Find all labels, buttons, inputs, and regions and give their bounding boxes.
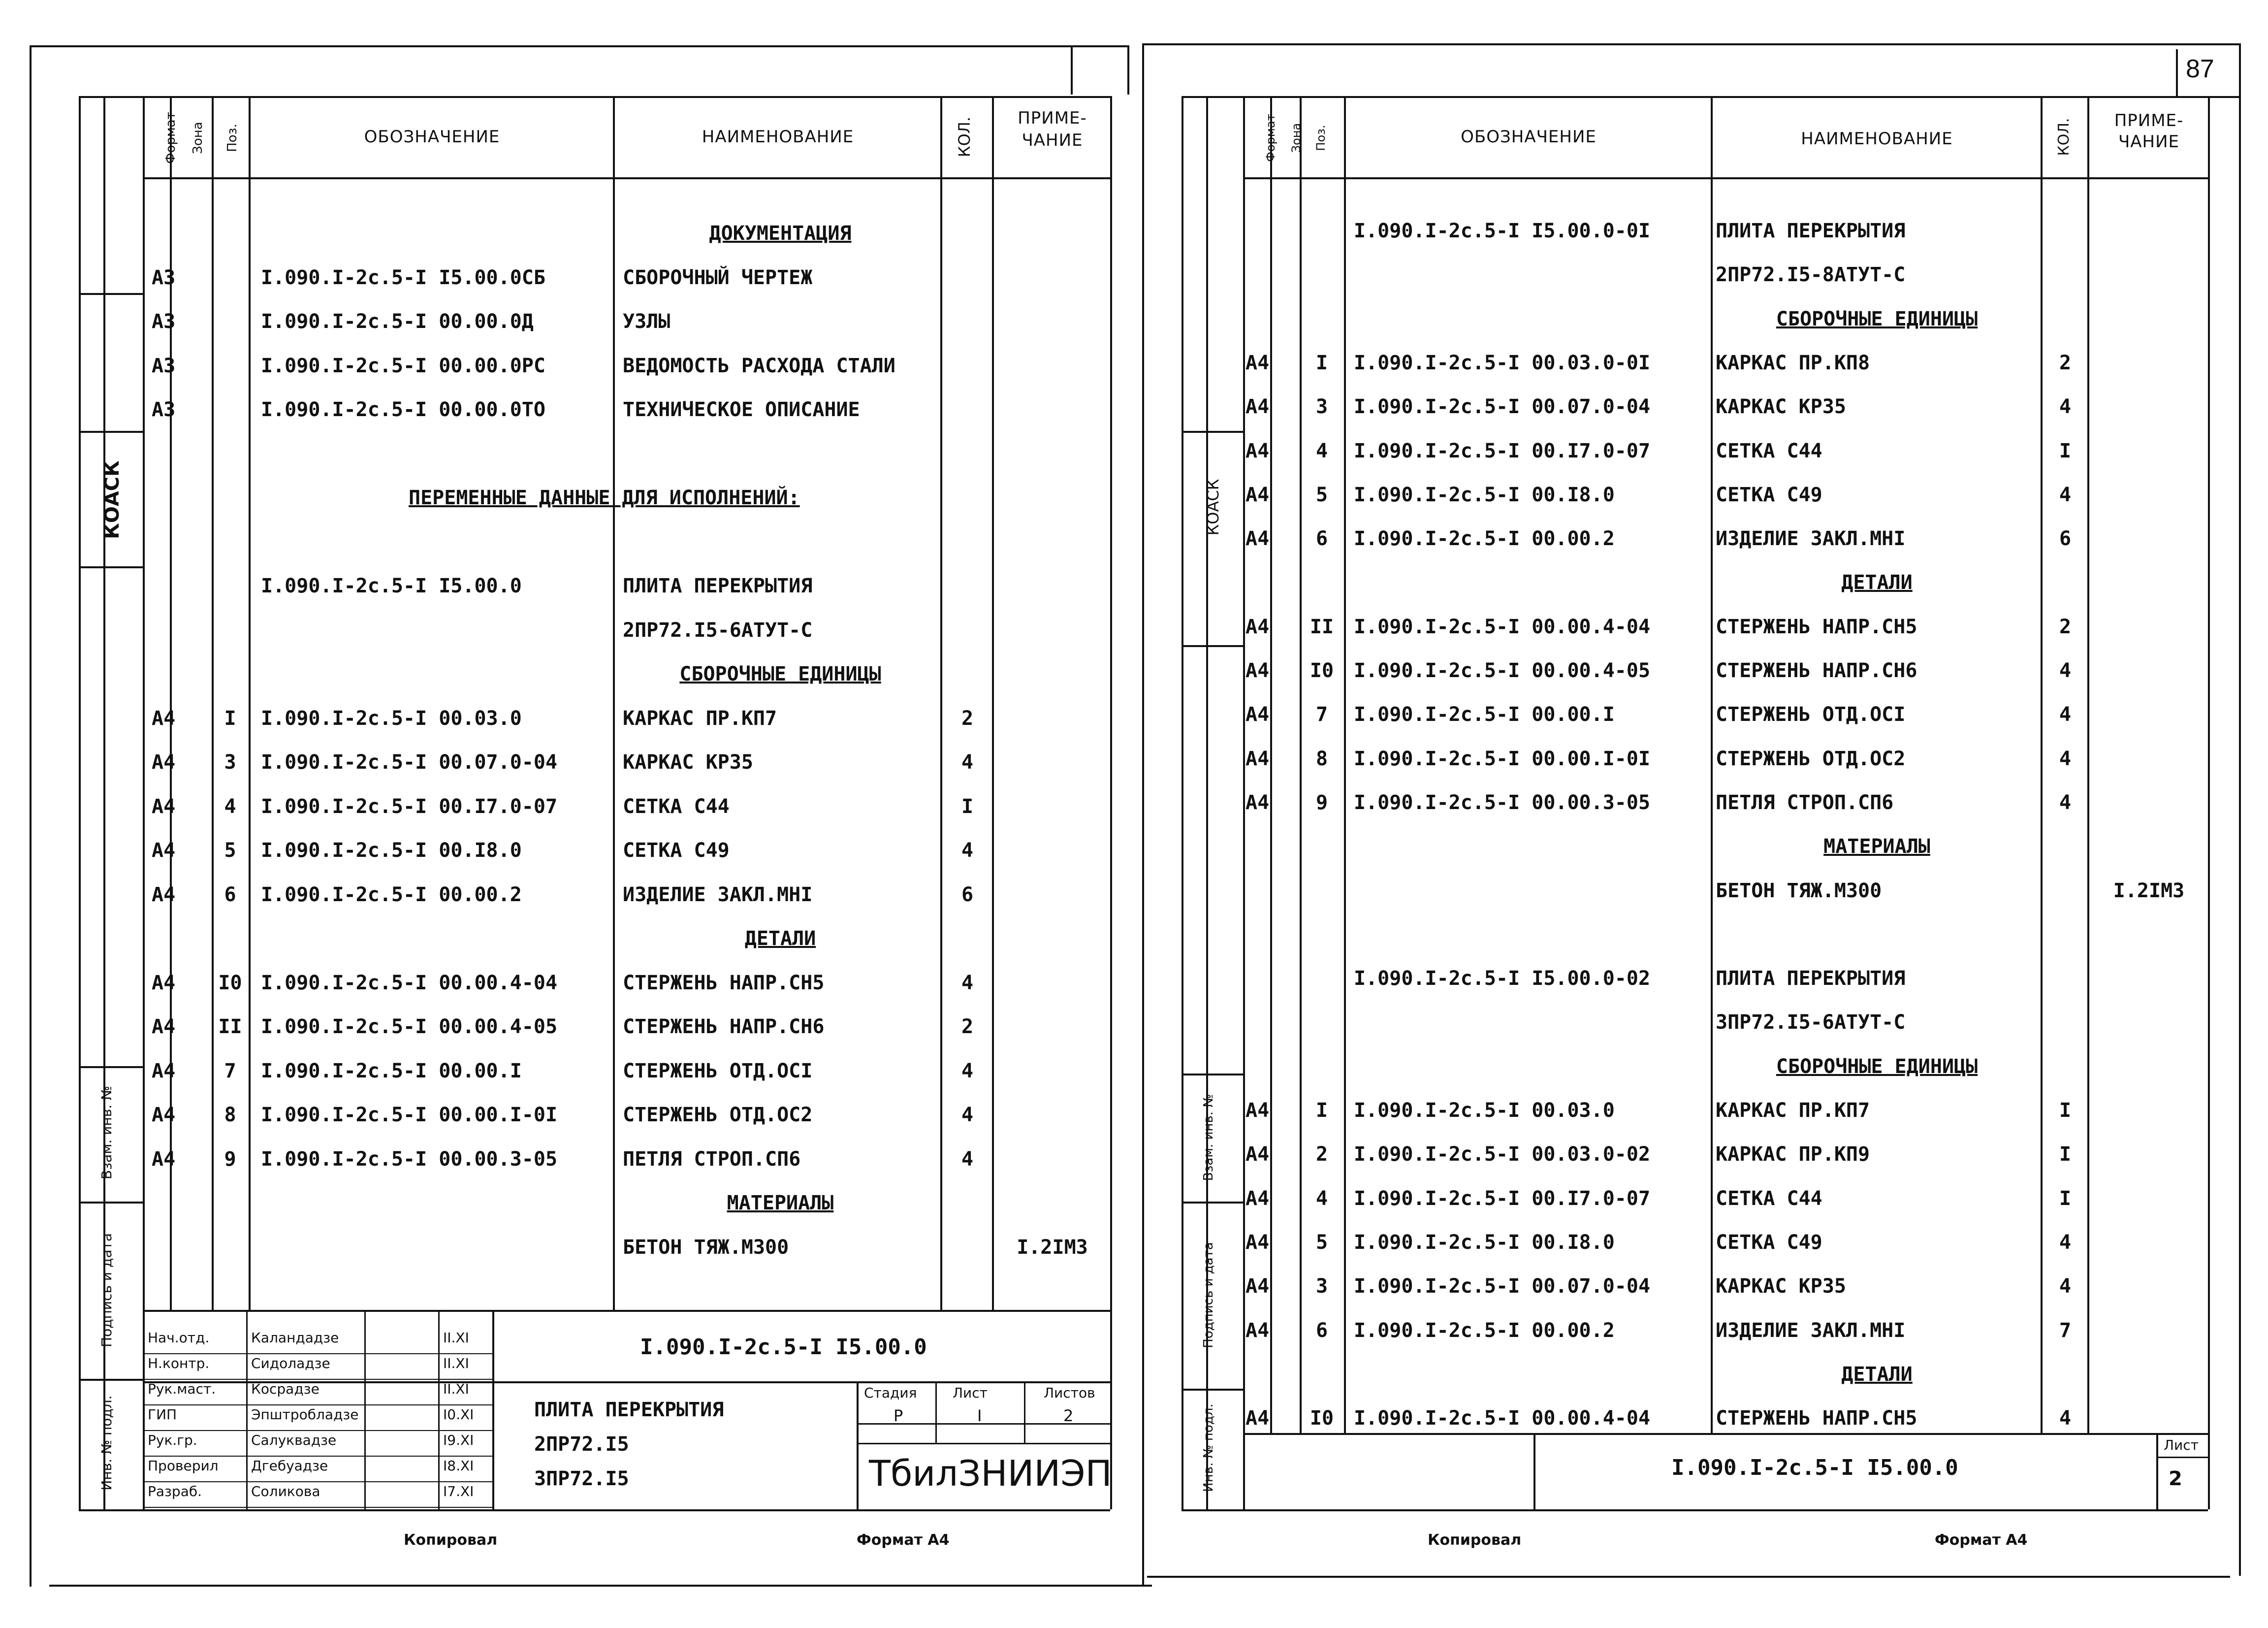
role-label: Н.контр. xyxy=(148,1355,210,1371)
spec-row xyxy=(0,209,2268,253)
cell-quantity: 4 xyxy=(2059,747,2072,770)
cell-note: I.2IМ3 xyxy=(1017,1236,1088,1259)
cell-designation: I.090.I-2c.5-I 00.00.4-05 xyxy=(261,1015,558,1038)
cell-quantity: 4 xyxy=(2059,659,2072,682)
cell-position: I0 xyxy=(1310,1407,1334,1430)
cell-position: 4 xyxy=(224,795,236,818)
cell-designation: I.090.I-2c.5-I 00.I8.0 xyxy=(261,839,522,862)
cell-name: 3ПР72.I5-6АТУТ-С xyxy=(1716,1011,1906,1034)
cell-name: БЕТОН ТЯЖ.М300 xyxy=(623,1236,789,1259)
spec-row xyxy=(0,561,2268,604)
spec-row xyxy=(0,693,2268,736)
cell-name: СЕТКА С49 xyxy=(623,839,730,862)
cell-designation: I.090.I-2c.5-I 00.I7.0-07 xyxy=(1354,1187,1651,1210)
cell-format: А4 xyxy=(152,751,176,774)
left-sheet-header: Лист xyxy=(953,1385,988,1401)
cell-name: СБОРОЧНЫЕ ЕДИНИЦЫ xyxy=(1776,307,1978,330)
cell-format: А4 xyxy=(1246,747,1270,770)
cell-name: ИЗДЕЛИЕ ЗАКЛ.МНI xyxy=(1716,527,1906,551)
cell-name: СТЕРЖЕНЬ НАПР.СН5 xyxy=(623,971,825,994)
cell-designation: I.090.I-2c.5-I 00.00.0РС xyxy=(261,354,545,377)
cell-name: КАРКАС ПР.КП7 xyxy=(1716,1099,1870,1122)
right-side-label-podpis: Подпись и дата xyxy=(1201,1242,1216,1348)
spec-row xyxy=(0,429,2268,473)
cell-format: А4 xyxy=(1246,615,1270,638)
cell-quantity: I xyxy=(2059,1099,2072,1122)
cell-designation: I.090.I-2c.5-I 00.07.0-04 xyxy=(1354,395,1651,419)
spec-row xyxy=(0,605,2268,649)
cell-position: 5 xyxy=(224,839,236,862)
cell-designation: I.090.I-2c.5-I 00.00.4-04 xyxy=(1354,1407,1651,1430)
cell-position: 9 xyxy=(224,1147,236,1171)
header-format: Формат xyxy=(163,112,178,164)
spec-row xyxy=(0,1221,2268,1264)
cell-name: СТЕРЖЕНЬ ОТД.ОСI xyxy=(623,1059,813,1082)
left-footer-copied: Копировал xyxy=(404,1531,498,1549)
cell-quantity: 4 xyxy=(961,1147,974,1171)
cell-format: А4 xyxy=(152,839,176,862)
cell-designation: I.090.I-2c.5-I 00.I7.0-07 xyxy=(1354,439,1651,462)
side-label-vzam: Взам. инв. № xyxy=(98,1085,115,1180)
role-person: Косрадзе xyxy=(251,1381,319,1397)
cell-designation: I.090.I-2c.5-I 00.00.3-05 xyxy=(261,1147,558,1171)
cell-position: 5 xyxy=(1315,1231,1328,1254)
cell-position: 6 xyxy=(1315,527,1328,551)
right-side-label-inv: Инв. № подл. xyxy=(1201,1403,1216,1492)
spec-row xyxy=(0,297,2268,341)
left-sheet-value: I xyxy=(977,1406,982,1425)
cell-name: КАРКАС ПР.КП7 xyxy=(623,707,777,730)
cell-format: А4 xyxy=(152,795,176,818)
right-doc-code: I.090.I-2c.5-I I5.00.0 xyxy=(1671,1455,1958,1480)
role-label: ГИП xyxy=(148,1406,177,1423)
cell-position: 4 xyxy=(1315,1187,1328,1210)
cell-format: А4 xyxy=(1246,439,1270,462)
cell-position: I xyxy=(224,707,236,730)
role-date: I7.XI xyxy=(443,1483,474,1499)
cell-position: 6 xyxy=(224,883,236,906)
spec-row xyxy=(0,825,2268,868)
cell-position: 9 xyxy=(1315,791,1328,814)
role-person: Салуквадзе xyxy=(251,1432,337,1448)
cell-format: А4 xyxy=(1246,1099,1270,1122)
cell-format: А4 xyxy=(1246,1319,1270,1342)
cell-format: А4 xyxy=(1246,1407,1270,1430)
cell-position: 8 xyxy=(1315,747,1328,770)
role-label: Рук.гр. xyxy=(148,1432,197,1448)
cell-format: А4 xyxy=(152,707,176,730)
cell-designation: I.090.I-2c.5-I 00.00.2 xyxy=(1354,1319,1615,1342)
cell-name: КАРКАС ПР.КП9 xyxy=(1716,1143,1870,1166)
cell-name: СТЕРЖЕНЬ ОТД.ОСI xyxy=(1716,703,1906,726)
cell-name: СБОРОЧНЫЙ ЧЕРТЕЖ xyxy=(623,266,813,289)
cell-name: СТЕРЖЕНЬ НАПР.СН6 xyxy=(1716,659,1917,682)
right-header-designation: ОБОЗНАЧЕНИЕ xyxy=(1461,127,1597,147)
cell-name: ИЗДЕЛИЕ ЗАКЛ.МНI xyxy=(623,883,813,906)
cell-name: ПЕРЕМЕННЫЕ ДАННЫЕ ДЛЯ ИСПОЛНЕНИЙ: xyxy=(409,487,800,509)
cell-name: СЕТКА С44 xyxy=(1716,1187,1822,1210)
cell-designation: I.090.I-2c.5-I 00.03.0-02 xyxy=(1354,1143,1651,1166)
cell-format: А4 xyxy=(1246,1143,1270,1166)
spec-row xyxy=(0,1133,2268,1176)
cell-designation: I.090.I-2c.5-I 00.I8.0 xyxy=(1354,1231,1615,1254)
cell-designation: I.090.I-2c.5-I 00.00.4-04 xyxy=(1354,615,1651,638)
cell-quantity: 4 xyxy=(2059,483,2072,506)
cell-quantity: 4 xyxy=(2059,703,2072,726)
right-sheet-header: Лист xyxy=(2164,1437,2199,1453)
cell-quantity: 2 xyxy=(2059,615,2072,638)
cell-name: ТЕХНИЧЕСКОЕ ОПИСАНИЕ xyxy=(623,398,860,421)
cell-position: 2 xyxy=(1315,1143,1328,1166)
right-side-label-vzam: Взам. инв. № xyxy=(1201,1094,1216,1181)
right-header-qty: КОЛ. xyxy=(2055,118,2073,156)
right-header-format: Формат xyxy=(1264,114,1278,162)
cell-name: ДЕТАЛИ xyxy=(744,927,816,950)
cell-designation: I.090.I-2c.5-I 00.00.4-04 xyxy=(261,971,558,994)
role-label: Разраб. xyxy=(148,1483,202,1499)
cell-designation: I.090.I-2c.5-I 00.00.3-05 xyxy=(1354,791,1651,814)
left-sheets-header: Листов xyxy=(1044,1385,1095,1401)
header-designation: ОБОЗНАЧЕНИЕ xyxy=(364,127,500,147)
cell-name: СТЕРЖЕНЬ НАПР.СН5 xyxy=(1716,1407,1917,1430)
cell-name: ПЛИТА ПЕРЕКРЫТИЯ xyxy=(1716,220,1906,242)
cell-quantity: 6 xyxy=(961,883,974,906)
cell-quantity: 2 xyxy=(961,707,974,730)
cell-format: А4 xyxy=(1246,527,1270,551)
cell-quantity: I xyxy=(961,795,974,818)
cell-position: 3 xyxy=(1315,395,1328,419)
cell-name: ПЛИТА ПЕРЕКРЫТИЯ xyxy=(1716,967,1906,990)
left-title-line3: 3ПР72.I5 xyxy=(534,1467,629,1490)
cell-designation: I.090.I-2c.5-I 00.I7.0-07 xyxy=(261,795,558,818)
cell-quantity: 4 xyxy=(2059,1275,2072,1298)
cell-position: I xyxy=(1315,351,1328,374)
header-note-1: ПРИМЕ- xyxy=(1018,108,1087,128)
cell-name: СТЕРЖЕНЬ ОТД.ОС2 xyxy=(1716,747,1906,770)
role-date: I9.XI xyxy=(443,1432,474,1448)
cell-designation: I.090.I-2c.5-I 00.00.2 xyxy=(1354,527,1615,551)
right-footer-format: Формат А4 xyxy=(1935,1531,2028,1549)
cell-name: УЗЛЫ xyxy=(623,310,671,333)
spec-row xyxy=(0,1001,2268,1044)
cell-name: ИЗДЕЛИЕ ЗАКЛ.МНI xyxy=(1716,1319,1906,1342)
spec-row xyxy=(0,341,2268,385)
cell-quantity: 4 xyxy=(961,971,974,994)
spec-row xyxy=(0,1309,2268,1352)
cell-designation: I.090.I-2c.5-I 00.00.I-0I xyxy=(1354,747,1651,770)
cell-designation: I.090.I-2c.5-I 00.07.0-04 xyxy=(1354,1275,1651,1298)
cell-position: 6 xyxy=(1315,1319,1328,1342)
cell-name: 2ПР72.I5-6АТУТ-С xyxy=(623,619,813,642)
role-person: Соликова xyxy=(251,1483,320,1499)
cell-format: А4 xyxy=(1246,659,1270,682)
cell-quantity: 4 xyxy=(2059,395,2072,419)
header-name: НАИМЕНОВАНИЕ xyxy=(702,127,854,147)
left-stage-value: Р xyxy=(894,1406,903,1425)
cell-designation: I.090.I-2c.5-I I5.00.0-02 xyxy=(1354,967,1651,990)
cell-quantity: 4 xyxy=(2059,791,2072,814)
cell-name: МАТЕРИАЛЫ xyxy=(727,1192,834,1214)
cell-name: СБОРОЧНЫЕ ЕДИНИЦЫ xyxy=(679,663,881,685)
role-person: Каландадзе xyxy=(251,1330,339,1346)
right-footer-copied: Копировал xyxy=(1428,1531,1522,1549)
cell-quantity: 7 xyxy=(2059,1319,2072,1342)
left-title-line2: 2ПР72.I5 xyxy=(534,1433,629,1456)
cell-name: ПЕТЛЯ СТРОП.СП6 xyxy=(623,1147,801,1171)
cell-position: II xyxy=(1310,615,1334,638)
cell-format: А4 xyxy=(1246,395,1270,419)
role-date: II.XI xyxy=(443,1355,469,1371)
header-zone: Зона xyxy=(191,122,205,154)
cell-name: КАРКАС КР35 xyxy=(1716,395,1846,419)
cell-quantity: 6 xyxy=(2059,527,2072,551)
left-sheets-value: 2 xyxy=(1063,1406,1074,1425)
cell-designation: I.090.I-2c.5-I 00.03.0-0I xyxy=(1354,351,1651,374)
cell-name: СЕТКА С49 xyxy=(1716,483,1822,506)
header-qty: КОЛ. xyxy=(955,116,974,158)
cell-format: А4 xyxy=(1246,703,1270,726)
spec-row xyxy=(0,649,2268,692)
right-header-zone: Зона xyxy=(1289,123,1303,153)
cell-name: СТЕРЖЕНЬ НАПР.СН5 xyxy=(1716,615,1917,638)
spec-row xyxy=(0,517,2268,560)
cell-designation: I.090.I-2c.5-I 00.00.I xyxy=(1354,703,1615,726)
page-number: 87 xyxy=(2186,55,2214,83)
cell-designation: I.090.I-2c.5-I 00.I8.0 xyxy=(1354,483,1615,506)
cell-name: СТЕРЖЕНЬ ОТД.ОС2 xyxy=(623,1104,813,1126)
cell-quantity: 4 xyxy=(961,839,974,862)
cell-quantity: 4 xyxy=(2059,1231,2072,1254)
spec-row xyxy=(0,869,2268,912)
role-date: I8.XI xyxy=(443,1458,474,1474)
cell-format: А3 xyxy=(152,310,176,333)
role-date: II.XI xyxy=(443,1330,469,1346)
cell-format: А3 xyxy=(152,266,176,289)
role-person: Сидоладзе xyxy=(251,1355,330,1371)
cell-format: А3 xyxy=(152,398,176,421)
spec-row xyxy=(0,253,2268,296)
side-label-podpis: Подпись и дата xyxy=(98,1233,115,1347)
cell-format: А4 xyxy=(152,1015,176,1038)
cell-format: А4 xyxy=(1246,351,1270,374)
cell-designation: I.090.I-2c.5-I I5.00.0СБ xyxy=(261,266,545,289)
spec-row xyxy=(0,913,2268,956)
cell-format: А3 xyxy=(152,354,176,377)
cell-quantity: 2 xyxy=(961,1015,974,1038)
right-header-note-2: ЧАНИЕ xyxy=(2118,132,2180,152)
side-label-koask: КОАСК xyxy=(101,460,124,539)
cell-format: А4 xyxy=(152,971,176,994)
cell-note: I.2IМ3 xyxy=(2113,879,2185,902)
cell-position: 3 xyxy=(1315,1275,1328,1298)
role-label: Проверил xyxy=(148,1458,219,1474)
cell-designation: I.090.I-2c.5-I 00.00.0ТО xyxy=(261,398,545,421)
cell-quantity: I xyxy=(2059,1187,2072,1210)
cell-position: 7 xyxy=(1315,703,1328,726)
cell-quantity: 2 xyxy=(2059,351,2072,374)
cell-name: ПЛИТА ПЕРЕКРЫТИЯ xyxy=(623,575,813,597)
right-header-note-1: ПРИМЕ- xyxy=(2114,111,2184,130)
cell-format: А4 xyxy=(1246,1275,1270,1298)
cell-format: А4 xyxy=(152,883,176,906)
cell-format: А4 xyxy=(152,1147,176,1171)
cell-quantity: 4 xyxy=(961,1059,974,1082)
spec-row xyxy=(0,1177,2268,1220)
cell-designation: I.090.I-2c.5-I 00.03.0 xyxy=(261,707,522,730)
cell-name: 2ПР72.I5-8АТУТ-С xyxy=(1716,263,1906,287)
left-doc-code: I.090.I-2c.5-I I5.00.0 xyxy=(640,1335,927,1360)
cell-name: КАРКАС КР35 xyxy=(1716,1275,1846,1298)
cell-position: 7 xyxy=(224,1059,236,1082)
spec-row xyxy=(0,781,2268,824)
spec-row xyxy=(0,473,2268,517)
side-label-inv: Инв. № подл. xyxy=(98,1395,115,1491)
cell-name: ДЕТАЛИ xyxy=(1841,1363,1913,1386)
cell-name: КАРКАС КР35 xyxy=(623,751,753,774)
cell-quantity: 4 xyxy=(961,1104,974,1126)
organization-name: ТбилЗНИИЭП xyxy=(869,1453,1112,1494)
right-sheet-value: 2 xyxy=(2169,1467,2182,1490)
cell-quantity: I xyxy=(2059,1143,2072,1166)
cell-name: КАРКАС ПР.КП8 xyxy=(1716,351,1870,374)
spec-row xyxy=(0,1265,2268,1308)
cell-position: 4 xyxy=(1315,439,1328,462)
cell-position: II xyxy=(218,1015,242,1038)
cell-name: МАТЕРИАЛЫ xyxy=(1823,835,1930,858)
cell-name: ПЕТЛЯ СТРОП.СП6 xyxy=(1716,791,1894,814)
role-person: Дгебуадзе xyxy=(251,1458,328,1474)
right-header-pos: Поз. xyxy=(1314,125,1328,151)
cell-name: СЕТКА С44 xyxy=(623,795,730,818)
spec-row xyxy=(0,385,2268,428)
cell-designation: I.090.I-2c.5-I I5.00.0-0I xyxy=(1354,220,1651,242)
cell-name: СЕТКА С49 xyxy=(1716,1231,1822,1254)
cell-position: I xyxy=(1315,1099,1328,1122)
cell-designation: I.090.I-2c.5-I 00.00.I-0I xyxy=(261,1104,558,1126)
left-title-line1: ПЛИТА ПЕРЕКРЫТИЯ xyxy=(534,1399,724,1421)
left-footer-format: Формат А4 xyxy=(857,1531,950,1549)
cell-name: СТЕРЖЕНЬ НАПР.СН6 xyxy=(623,1015,825,1038)
cell-quantity: I xyxy=(2059,439,2072,462)
spec-row xyxy=(0,1089,2268,1132)
right-side-label-koask: КОАСК xyxy=(1204,479,1222,536)
cell-designation: I.090.I-2c.5-I 00.00.I xyxy=(261,1059,522,1082)
spec-row xyxy=(0,1045,2268,1088)
cell-designation: I.090.I-2c.5-I 00.03.0 xyxy=(1354,1099,1615,1122)
cell-quantity: 4 xyxy=(2059,1407,2072,1430)
cell-position: 8 xyxy=(224,1104,236,1126)
cell-designation: I.090.I-2c.5-I I5.00.0 xyxy=(261,575,522,597)
cell-name: СБОРОЧНЫЕ ЕДИНИЦЫ xyxy=(1776,1055,1978,1078)
role-label: Рук.маст. xyxy=(148,1381,216,1397)
left-stage-header: Стадия xyxy=(864,1385,917,1401)
cell-format: А4 xyxy=(1246,483,1270,506)
cell-position: I0 xyxy=(1310,659,1334,682)
cell-designation: I.090.I-2c.5-I 00.07.0-04 xyxy=(261,751,558,774)
cell-name: СЕТКА С44 xyxy=(1716,439,1822,462)
role-person: Эпштробладзе xyxy=(251,1406,359,1423)
cell-designation: I.090.I-2c.5-I 00.00.2 xyxy=(261,883,522,906)
cell-name: ДОКУМЕНТАЦИЯ xyxy=(709,222,852,245)
spec-row xyxy=(0,1353,2268,1396)
cell-designation: I.090.I-2c.5-I 00.00.0Д xyxy=(261,310,534,333)
cell-position: 5 xyxy=(1315,483,1328,506)
spec-row xyxy=(0,957,2268,1000)
cell-name: ДЕТАЛИ xyxy=(1841,571,1913,594)
cell-format: А4 xyxy=(1246,1231,1270,1254)
role-date: II.XI xyxy=(443,1381,469,1397)
role-label: Нач.отд. xyxy=(148,1330,210,1346)
cell-name: ВЕДОМОСТЬ РАСХОДА СТАЛИ xyxy=(623,354,895,377)
spec-row xyxy=(0,737,2268,781)
header-pos: Поз. xyxy=(225,124,240,152)
role-date: I0.XI xyxy=(443,1406,474,1423)
cell-name: БЕТОН ТЯЖ.М300 xyxy=(1716,879,1882,902)
cell-format: А4 xyxy=(152,1059,176,1082)
header-note-2: ЧАНИЕ xyxy=(1022,130,1083,150)
cell-position: 3 xyxy=(224,751,236,774)
cell-format: А4 xyxy=(1246,791,1270,814)
cell-format: А4 xyxy=(1246,1187,1270,1210)
right-header-name: НАИМЕНОВАНИЕ xyxy=(1801,129,1953,149)
cell-position: I0 xyxy=(218,971,242,994)
cell-quantity: 4 xyxy=(961,751,974,774)
cell-designation: I.090.I-2c.5-I 00.00.4-05 xyxy=(1354,659,1651,682)
cell-format: А4 xyxy=(152,1104,176,1126)
